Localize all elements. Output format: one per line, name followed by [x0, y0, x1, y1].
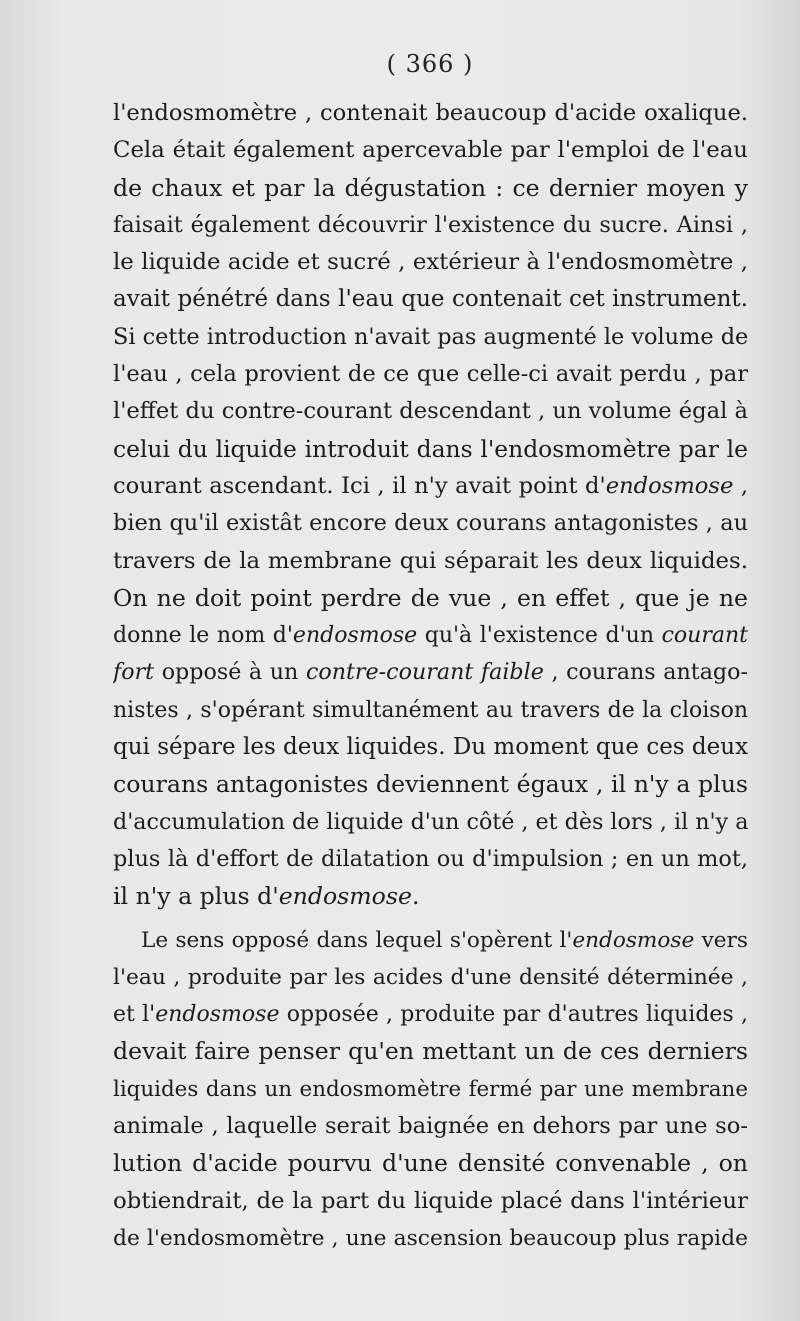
text-line: plus là d'effort de dilatation ou d'impulsion ; en un mot,	[113, 845, 748, 872]
body-text	[113, 95, 748, 1257]
italic-term: endosmose	[605, 472, 734, 499]
text-run: courant ascendant. Ici , il n'y avait point d'	[113, 472, 606, 499]
text-line	[113, 654, 748, 691]
text-run: il n'y a plus d'	[113, 882, 279, 911]
italic-term: endosmose	[292, 623, 418, 649]
text-line	[113, 996, 748, 1033]
text-line: l'effet du contre-courant descendant , un volume égal à	[113, 398, 748, 425]
text-line: l'endosmomètre , contenait beaucoup d'acide oxalique.	[113, 100, 748, 126]
text-line: obtiendrait, de la part du liquide placé dans l'intérieur	[113, 1187, 748, 1214]
text-line: celui du liquide introduit dans l'endosmomètre par le	[113, 434, 748, 463]
italic-term: endosmose	[155, 1002, 280, 1028]
text-line: d'accumulation de liquide d'un côté , et dès lors , il n'y a	[113, 808, 748, 835]
text-run: .	[411, 882, 420, 911]
italic-term: fort	[113, 659, 155, 686]
text-line: de chaux et par la dégustation : ce dernier moyen y	[113, 173, 748, 202]
text-run: , courans antago-	[543, 659, 748, 686]
text-line: bien qu'il existât encore deux courans antagonistes , au	[113, 510, 748, 537]
text-line: On ne doit point perdre de vue , en effet , que je ne	[113, 583, 748, 612]
text-run: Le sens opposé dans lequel s'opèrent l'	[141, 927, 573, 953]
text-line: travers de la membrane qui séparait les deux liquides.	[113, 547, 748, 574]
text-line: l'eau , cela provient de ce que celle-ci avait perdu , par	[113, 361, 748, 388]
text-run: vers	[694, 927, 748, 953]
text-run: opposée , produite par d'autres liquides ,	[279, 1002, 748, 1028]
text-line: Cela était également apercevable par l'emploi de l'eau	[113, 137, 748, 164]
text-line: faisait également découvrir l'existence du sucre. Ainsi ,	[113, 211, 748, 238]
text-run: opposé à un	[154, 659, 306, 686]
text-line: l'eau , produite par les acides d'une densité déterminée ,	[113, 964, 748, 990]
text-line: avait pénétré dans l'eau que contenait cet instrument.	[113, 286, 748, 313]
page-number: ( 366 )	[386, 50, 474, 78]
text-run: ,	[733, 472, 748, 499]
italic-term: endosmose	[572, 927, 695, 953]
text-line	[113, 468, 748, 505]
text-line: Si cette introduction n'avait pas augmenté le volume de	[113, 323, 748, 350]
text-line: de l'endosmomètre , une ascension beaucoup plus rapide	[113, 1225, 748, 1251]
text-line	[113, 922, 748, 959]
text-line: courans antagonistes deviennent égaux , il n'y a plus	[113, 770, 748, 799]
text-line	[113, 878, 748, 915]
text-line: nistes , s'opérant simultanément au travers de la cloison	[113, 697, 748, 723]
text-line: animale , laquelle serait baignée en dehors par une so-	[113, 1113, 748, 1140]
text-run: donne le nom d'	[113, 623, 293, 649]
text-line: liquides dans un endosmomètre fermé par une membrane	[113, 1076, 748, 1102]
text-line: devait faire penser qu'en mettant un de ces derniers	[113, 1037, 748, 1066]
italic-term: courant	[661, 623, 748, 649]
text-line	[113, 617, 748, 654]
italic-term: contre-courant faible	[305, 659, 544, 686]
text-run: qu'à l'existence d'un	[417, 623, 662, 649]
italic-term: endosmose	[278, 882, 412, 911]
text-line: lution d'acide pourvu d'une densité convenable , on	[113, 1149, 748, 1178]
text-line: le liquide acide et sucré , extérieur à l'endosmomètre ,	[113, 249, 748, 276]
text-line: qui sépare les deux liquides. Du moment que ces deux	[113, 734, 748, 761]
text-run: et l'	[113, 1002, 156, 1028]
